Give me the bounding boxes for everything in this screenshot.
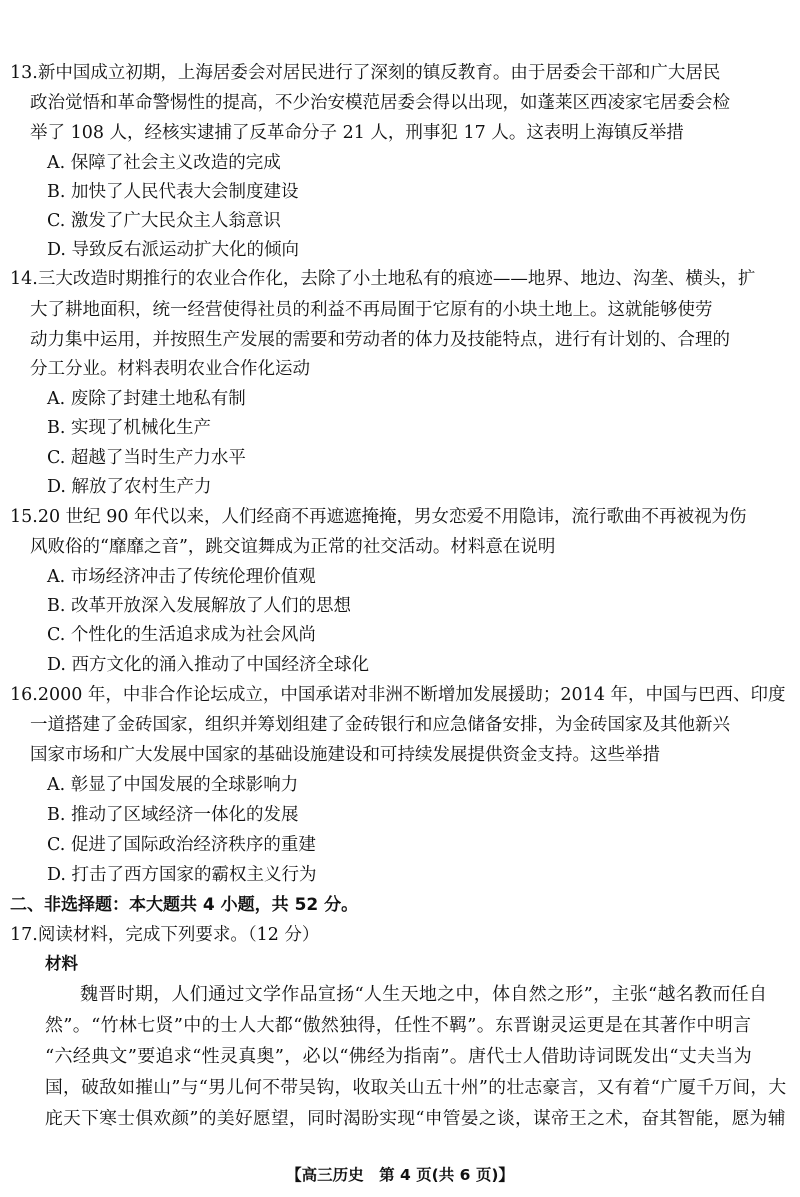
- q17-title: 17.阅读材料，完成下列要求。（12 分）: [10, 925, 320, 945]
- q13-stem-line-3: 举了 108 人，经核实逮捕了反革命分子 21 人，刑事犯 17 人。这表明上海镇反举措: [30, 123, 684, 143]
- q16-stem-line-2: 一道搭建了金砖国家，组织并筹划组建了金砖银行和应急储备安排，为金砖国家及其他新兴: [30, 715, 730, 735]
- page-footer: 【高三历史 第 4 页(共 6 页)】: [286, 1166, 514, 1184]
- q14-option-c: C. 超越了当时生产力水平: [47, 448, 246, 468]
- q14-option-b: B. 实现了机械化生产: [47, 418, 211, 438]
- q15-stem-line-1: 15.20 世纪 90 年代以来，人们经商不再遮遮掩掩，男女恋爱不用隐讳，流行歌曲不再被视为伤: [10, 507, 747, 527]
- q13-option-b: B. 加快了人民代表大会制度建设: [47, 182, 299, 202]
- q13-option-c: C. 激发了广大民众主人翁意识: [47, 211, 281, 231]
- q15-option-d: D. 西方文化的涌入推动了中国经济全球化: [47, 655, 370, 675]
- q13-option-a: A. 保障了社会主义改造的完成: [47, 153, 281, 173]
- q13-option-d: D. 导致反右派运动扩大化的倾向: [47, 240, 300, 260]
- q15-option-c: C. 个性化的生活追求成为社会风尚: [47, 625, 316, 645]
- q15-stem-line-2: 风败俗的“靡靡之音”，跳交谊舞成为正常的社交活动。材料意在说明: [30, 537, 556, 557]
- q13-stem-line-2: 政治觉悟和革命警惕性的提高，不少治安模范居委会得以出现，如蓬莱区西凌家宅居委会检: [30, 93, 730, 113]
- q17-material-line-2: 然”。“竹林七贤”中的士人大都“傲然独得，任性不羁”。东晋谢灵运更是在其著作中明言: [45, 1015, 752, 1036]
- q17-material-line-3: “六经典文”要追求“性灵真奥”，必以“佛经为指南”。唐代士人借助诗词既发出“丈夫当为: [45, 1046, 753, 1067]
- q16-option-d: D. 打击了西方国家的霸权主义行为: [47, 865, 317, 885]
- q15-option-a: A. 市场经济冲击了传统伦理价值观: [47, 567, 316, 587]
- q17-material-line-1: 魏晋时期，人们通过文学作品宣扬“人生天地之中，体自然之形”，主张“越名教而任自: [80, 984, 768, 1005]
- q17-material-line-5: 庇天下寒士俱欢颜”的美好愿望，同时渴盼实现“申管晏之谈，谋帝王之术，奋其智能，愿为辅: [45, 1109, 786, 1129]
- q16-option-c: C. 促进了国际政治经济秩序的重建: [47, 835, 316, 855]
- q17-material-label: 材料: [45, 954, 78, 973]
- q16-option-b: B. 推动了区域经济一体化的发展: [47, 805, 299, 825]
- q17-material-line-4: 国，破敌如摧山”与“男儿何不带吴钩，收取关山五十州”的壮志豪言，又有着“广厦千万间，大: [45, 1078, 787, 1098]
- q14-option-d: D. 解放了农村生产力: [47, 477, 212, 497]
- q14-stem-line-3: 动力集中运用，并按照生产发展的需要和劳动者的体力及技能特点，进行有计划的、合理的: [30, 330, 730, 350]
- q15-option-b: B. 改革开放深入发展解放了人们的思想: [47, 596, 351, 616]
- q14-stem-line-1: 14.三大改造时期推行的农业合作化，去除了小土地私有的痕迹——地界、地边、沟垄、横头，扩: [10, 269, 756, 289]
- q16-stem-line-3: 国家市场和广大发展中国家的基础设施建设和可持续发展提供资金支持。这些举措: [30, 745, 660, 765]
- q14-stem-line-4: 分工分业。材料表明农业合作化运动: [30, 359, 310, 379]
- q13-stem-line-1: 13.新中国成立初期，上海居委会对居民进行了深刻的镇反教育。由于居委会干部和广大居民: [10, 63, 721, 83]
- q14-stem-line-2: 大了耕地面积，统一经营使得社员的利益不再局囿于它原有的小块土地上。这就能够使劳: [30, 300, 713, 320]
- q16-stem-line-1: 16.2000 年，中非合作论坛成立，中国承诺对非洲不断增加发展援助；2014 年，中国与巴西、印度: [10, 685, 786, 705]
- q14-option-a: A. 废除了封建土地私有制: [47, 389, 246, 409]
- section-heading-non-choice: 二、非选择题：本大题共 4 小题，共 52 分。: [10, 895, 359, 915]
- q16-option-a: A. 彰显了中国发展的全球影响力: [47, 775, 299, 795]
